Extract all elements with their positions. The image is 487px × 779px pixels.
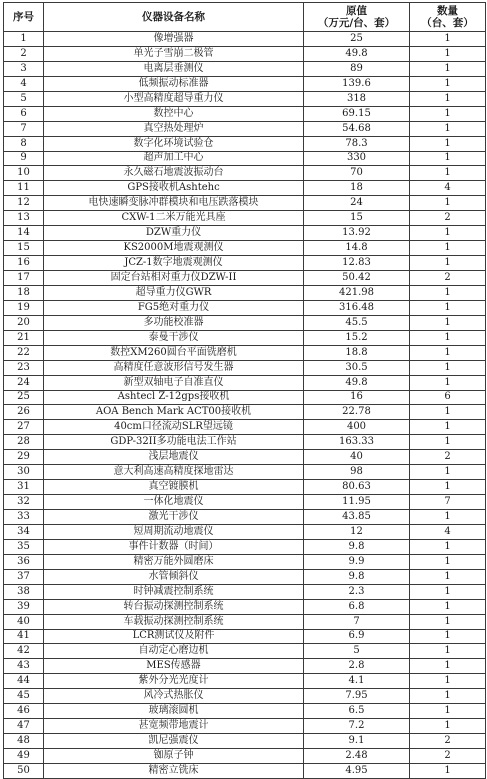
cell-qty: 1 — [410, 46, 486, 61]
cell-value: 69.15 — [304, 106, 410, 121]
cell-no: 13 — [4, 211, 44, 226]
cell-no: 25 — [4, 390, 44, 405]
cell-qty: 2 — [410, 211, 486, 226]
cell-value: 4.1 — [304, 674, 410, 689]
table-row — [4, 390, 486, 405]
cell-name: JCZ-1数字地震观测仪 — [44, 256, 304, 271]
cell-no: 24 — [4, 375, 44, 390]
cell-name: 超导重力仪GWR — [44, 285, 304, 300]
cell-value: 18 — [304, 181, 410, 196]
cell-name: 永久磁石地震波振动台 — [44, 166, 304, 181]
cell-value: 30.5 — [304, 360, 410, 375]
cell-qty: 1 — [410, 763, 486, 778]
table-row — [4, 91, 486, 106]
cell-name: 水管倾斜仪 — [44, 569, 304, 584]
cell-value: 49.8 — [304, 375, 410, 390]
cell-value: 6.8 — [304, 599, 410, 614]
cell-name: 车载振动探测控制系统 — [44, 614, 304, 629]
table-row — [4, 689, 486, 704]
cell-qty: 1 — [410, 91, 486, 106]
cell-no: 3 — [4, 61, 44, 76]
cell-qty: 1 — [410, 659, 486, 674]
cell-name: 精密立铣床 — [44, 763, 304, 778]
cell-no: 34 — [4, 524, 44, 539]
table-row — [4, 271, 486, 286]
cell-no: 2 — [4, 46, 44, 61]
table-row — [4, 465, 486, 480]
cell-qty: 1 — [410, 166, 486, 181]
cell-value: 4.95 — [304, 763, 410, 778]
cell-no: 21 — [4, 330, 44, 345]
cell-value: 45.5 — [304, 315, 410, 330]
cell-name: 玻璃滚圆机 — [44, 704, 304, 719]
cell-value: 15 — [304, 211, 410, 226]
cell-value: 80.63 — [304, 480, 410, 495]
cell-no: 1 — [4, 32, 44, 47]
table-row — [4, 435, 486, 450]
cell-qty: 1 — [410, 121, 486, 136]
cell-no: 39 — [4, 599, 44, 614]
cell-name: 浅层地震仪 — [44, 450, 304, 465]
cell-qty: 1 — [410, 285, 486, 300]
cell-name: 真空镀膜机 — [44, 480, 304, 495]
cell-name: 精密万能外圆磨床 — [44, 554, 304, 569]
cell-name: 数字化环境试验仓 — [44, 136, 304, 151]
table-row — [4, 420, 486, 435]
cell-qty: 1 — [410, 719, 486, 734]
table-row — [4, 61, 486, 76]
cell-qty: 1 — [410, 61, 486, 76]
cell-name: 自动定心磨边机 — [44, 644, 304, 659]
table-row — [4, 32, 486, 47]
cell-no: 45 — [4, 689, 44, 704]
cell-no: 26 — [4, 405, 44, 420]
cell-value: 40 — [304, 450, 410, 465]
cell-no: 33 — [4, 510, 44, 525]
cell-no: 38 — [4, 584, 44, 599]
cell-no: 31 — [4, 480, 44, 495]
table-row — [4, 360, 486, 375]
cell-value: 14.8 — [304, 241, 410, 256]
table-row — [4, 629, 486, 644]
cell-qty: 1 — [410, 480, 486, 495]
cell-name: 低频振动标准器 — [44, 76, 304, 91]
cell-qty: 1 — [410, 345, 486, 360]
cell-qty: 1 — [410, 435, 486, 450]
cell-qty: 1 — [410, 151, 486, 166]
cell-no: 14 — [4, 226, 44, 241]
cell-qty: 1 — [410, 510, 486, 525]
cell-qty: 1 — [410, 465, 486, 480]
cell-qty: 1 — [410, 76, 486, 91]
cell-qty: 1 — [410, 420, 486, 435]
cell-value: 318 — [304, 91, 410, 106]
table-row — [4, 495, 486, 510]
cell-value: 98 — [304, 465, 410, 480]
cell-no: 43 — [4, 659, 44, 674]
cell-name: 真空热处理炉 — [44, 121, 304, 136]
table-row — [4, 704, 486, 719]
table-row — [4, 554, 486, 569]
cell-value: 89 — [304, 61, 410, 76]
table-row — [4, 46, 486, 61]
cell-value: 24 — [304, 196, 410, 211]
cell-name: 短周期流动地震仪 — [44, 524, 304, 539]
table-row — [4, 345, 486, 360]
cell-value: 6.9 — [304, 629, 410, 644]
cell-value: 5 — [304, 644, 410, 659]
cell-value: 6.5 — [304, 704, 410, 719]
cell-no: 49 — [4, 749, 44, 764]
cell-value: 54.68 — [304, 121, 410, 136]
table-row — [4, 76, 486, 91]
table-row — [4, 106, 486, 121]
table-row — [4, 315, 486, 330]
cell-no: 32 — [4, 495, 44, 510]
cell-name: 一体化地震仪 — [44, 495, 304, 510]
cell-name: GPS接收机Ashtehc — [44, 181, 304, 196]
cell-name: MES传感器 — [44, 659, 304, 674]
cell-value: 330 — [304, 151, 410, 166]
table-row — [4, 450, 486, 465]
cell-value: 43.85 — [304, 510, 410, 525]
header-qty — [410, 3, 486, 32]
cell-qty: 2 — [410, 271, 486, 286]
cell-name: 凯尼强震仪 — [44, 734, 304, 749]
cell-value: 139.6 — [304, 76, 410, 91]
cell-name: 高精度任意波形信号发生器 — [44, 360, 304, 375]
cell-value: 2.8 — [304, 659, 410, 674]
cell-no: 17 — [4, 271, 44, 286]
cell-name: Ashtecl Z-12gps接收机 — [44, 390, 304, 405]
cell-value: 13.92 — [304, 226, 410, 241]
cell-value: 2.3 — [304, 584, 410, 599]
table-row — [4, 300, 486, 315]
cell-qty: 1 — [410, 644, 486, 659]
table-row — [4, 510, 486, 525]
cell-no: 6 — [4, 106, 44, 121]
cell-value: 7 — [304, 614, 410, 629]
cell-no: 16 — [4, 256, 44, 271]
cell-name: 转台振动探测控制系统 — [44, 599, 304, 614]
table-row — [4, 599, 486, 614]
table-row — [4, 256, 486, 271]
cell-no: 23 — [4, 360, 44, 375]
cell-qty: 1 — [410, 614, 486, 629]
cell-value: 9.9 — [304, 554, 410, 569]
cell-name: 数控XM260圆台平面铣磨机 — [44, 345, 304, 360]
table-row — [4, 763, 486, 778]
cell-qty: 6 — [410, 390, 486, 405]
cell-name: GDP-32II多功能电法工作站 — [44, 435, 304, 450]
table-row — [4, 569, 486, 584]
equipment-table — [3, 2, 486, 779]
header-row — [4, 3, 486, 32]
cell-qty: 2 — [410, 450, 486, 465]
table-row — [4, 285, 486, 300]
table-row — [4, 614, 486, 629]
cell-qty: 1 — [410, 360, 486, 375]
cell-qty: 4 — [410, 524, 486, 539]
cell-qty: 1 — [410, 226, 486, 241]
cell-name: 像增强器 — [44, 32, 304, 47]
cell-qty: 1 — [410, 32, 486, 47]
table-row — [4, 749, 486, 764]
cell-name: 超声加工中心 — [44, 151, 304, 166]
table-body — [4, 32, 486, 779]
cell-value: 7.2 — [304, 719, 410, 734]
cell-no: 9 — [4, 151, 44, 166]
equipment-document — [3, 2, 485, 779]
table-row — [4, 719, 486, 734]
header-value — [304, 3, 410, 32]
cell-name: 风冷式热胀仪 — [44, 689, 304, 704]
cell-no: 19 — [4, 300, 44, 315]
cell-name: KS2000M地震观测仪 — [44, 241, 304, 256]
cell-no: 35 — [4, 539, 44, 554]
cell-no: 50 — [4, 763, 44, 778]
cell-value: 15.2 — [304, 330, 410, 345]
cell-value: 9.8 — [304, 569, 410, 584]
table-row — [4, 196, 486, 211]
cell-name: 甚宽频带地震计 — [44, 719, 304, 734]
cell-name: 电离层垂测仪 — [44, 61, 304, 76]
cell-qty: 1 — [410, 599, 486, 614]
cell-no: 40 — [4, 614, 44, 629]
table-row — [4, 211, 486, 226]
cell-no: 27 — [4, 420, 44, 435]
cell-qty: 1 — [410, 315, 486, 330]
cell-no: 8 — [4, 136, 44, 151]
cell-no: 36 — [4, 554, 44, 569]
cell-qty: 7 — [410, 495, 486, 510]
table-row — [4, 136, 486, 151]
header-value-line2: （万元/台、套） — [317, 17, 396, 29]
table-row — [4, 644, 486, 659]
cell-value: 163.33 — [304, 435, 410, 450]
table-row — [4, 151, 486, 166]
cell-qty: 1 — [410, 136, 486, 151]
cell-value: 49.8 — [304, 46, 410, 61]
cell-no: 44 — [4, 674, 44, 689]
cell-qty: 1 — [410, 629, 486, 644]
cell-value: 7.95 — [304, 689, 410, 704]
cell-value: 11.95 — [304, 495, 410, 510]
cell-value: 9.8 — [304, 539, 410, 554]
cell-no: 7 — [4, 121, 44, 136]
cell-no: 22 — [4, 345, 44, 360]
cell-qty: 2 — [410, 734, 486, 749]
cell-name: 数控中心 — [44, 106, 304, 121]
cell-no: 4 — [4, 76, 44, 91]
cell-name: CXW-1二米万能光具座 — [44, 211, 304, 226]
table-row — [4, 539, 486, 554]
cell-name: LCR测试仪及附件 — [44, 629, 304, 644]
cell-qty: 1 — [410, 554, 486, 569]
cell-name: 多功能校准器 — [44, 315, 304, 330]
table-header — [4, 3, 486, 32]
cell-value: 16 — [304, 390, 410, 405]
cell-name: 新型双轴电子自准直仪 — [44, 375, 304, 390]
header-value-line1: 原值 — [346, 5, 367, 17]
header-qty-line2: （台、套） — [421, 17, 474, 29]
cell-no: 11 — [4, 181, 44, 196]
header-qty-line1: 数量 — [437, 5, 458, 17]
cell-qty: 1 — [410, 704, 486, 719]
cell-qty: 1 — [410, 241, 486, 256]
cell-no: 20 — [4, 315, 44, 330]
table-row — [4, 584, 486, 599]
cell-value: 18.8 — [304, 345, 410, 360]
cell-name: AOA Bench Mark ACT00接收机 — [44, 405, 304, 420]
cell-no: 41 — [4, 629, 44, 644]
cell-value: 9.1 — [304, 734, 410, 749]
table-row — [4, 674, 486, 689]
cell-no: 48 — [4, 734, 44, 749]
table-row — [4, 241, 486, 256]
cell-no: 5 — [4, 91, 44, 106]
table-row — [4, 524, 486, 539]
cell-qty: 1 — [410, 539, 486, 554]
cell-value: 78.3 — [304, 136, 410, 151]
cell-name: DZW重力仪 — [44, 226, 304, 241]
cell-qty: 1 — [410, 584, 486, 599]
cell-no: 28 — [4, 435, 44, 450]
cell-qty: 4 — [410, 181, 486, 196]
cell-no: 42 — [4, 644, 44, 659]
table-row — [4, 480, 486, 495]
cell-name: 铷原子钟 — [44, 749, 304, 764]
cell-name: 固定台站相对重力仪DZW-II — [44, 271, 304, 286]
table-row — [4, 734, 486, 749]
cell-name: FG5绝对重力仪 — [44, 300, 304, 315]
cell-no: 37 — [4, 569, 44, 584]
cell-no: 10 — [4, 166, 44, 181]
header-name: 仪器设备名称 — [44, 3, 304, 32]
cell-value: 2.48 — [304, 749, 410, 764]
table-row — [4, 181, 486, 196]
header-no: 序号 — [4, 3, 44, 32]
cell-name: 紫外分光光度计 — [44, 674, 304, 689]
cell-no: 12 — [4, 196, 44, 211]
table-row — [4, 330, 486, 345]
cell-value: 25 — [304, 32, 410, 47]
cell-qty: 1 — [410, 256, 486, 271]
cell-value: 400 — [304, 420, 410, 435]
table-row — [4, 659, 486, 674]
cell-no: 18 — [4, 285, 44, 300]
cell-qty: 1 — [410, 689, 486, 704]
cell-name: 小型高精度超导重力仪 — [44, 91, 304, 106]
cell-value: 12 — [304, 524, 410, 539]
cell-no: 47 — [4, 719, 44, 734]
cell-value: 22.78 — [304, 405, 410, 420]
cell-qty: 1 — [410, 375, 486, 390]
cell-qty: 1 — [410, 330, 486, 345]
cell-value: 316.48 — [304, 300, 410, 315]
cell-qty: 1 — [410, 300, 486, 315]
cell-value: 50.42 — [304, 271, 410, 286]
cell-qty: 2 — [410, 749, 486, 764]
cell-qty: 1 — [410, 569, 486, 584]
cell-qty: 1 — [410, 405, 486, 420]
cell-name: 意大利高速高精度探地雷达 — [44, 465, 304, 480]
cell-qty: 1 — [410, 196, 486, 211]
cell-no: 29 — [4, 450, 44, 465]
table-row — [4, 166, 486, 181]
table-row — [4, 121, 486, 136]
cell-value: 421.98 — [304, 285, 410, 300]
cell-name: 单光子雪崩二极管 — [44, 46, 304, 61]
cell-name: 事件计数器（时间） — [44, 539, 304, 554]
cell-name: 40cm口径流动SLR望远镜 — [44, 420, 304, 435]
cell-no: 15 — [4, 241, 44, 256]
cell-no: 30 — [4, 465, 44, 480]
cell-value: 12.83 — [304, 256, 410, 271]
cell-name: 电快速瞬变脉冲群模块和电压跌落模块 — [44, 196, 304, 211]
cell-name: 时钟减震控制系统 — [44, 584, 304, 599]
table-row — [4, 405, 486, 420]
cell-no: 46 — [4, 704, 44, 719]
table-row — [4, 375, 486, 390]
cell-name: 泰曼干涉仪 — [44, 330, 304, 345]
cell-qty: 1 — [410, 674, 486, 689]
table-row — [4, 226, 486, 241]
cell-value: 70 — [304, 166, 410, 181]
cell-qty: 1 — [410, 106, 486, 121]
cell-name: 激光干涉仪 — [44, 510, 304, 525]
